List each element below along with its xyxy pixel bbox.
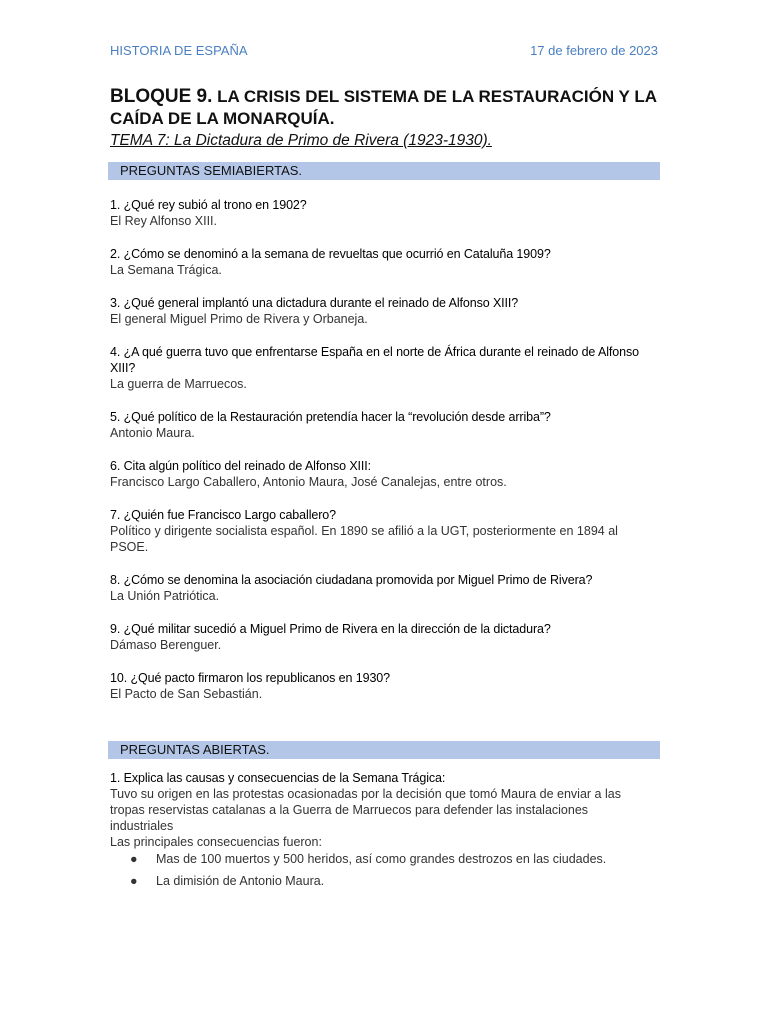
- qa-item-3: [110, 295, 640, 327]
- answer: Político y dirigente socialista español. En 1890 se afilió a la UGT, posteriormente en 1894 al PSOE.: [110, 524, 618, 554]
- qa-item-5: [110, 409, 640, 441]
- title-block: [110, 86, 660, 150]
- question: 2. ¿Cómo se denominó a la semana de revueltas que ocurrió en Cataluña 1909?: [110, 247, 551, 261]
- tema-title: TEMA 7: La Dictadura de Primo de Rivera (1923-1930).: [110, 132, 492, 149]
- qa-item-8: [110, 572, 640, 604]
- question: 1. ¿Qué rey subió al trono en 1902?: [110, 198, 307, 212]
- question: 5. ¿Qué político de la Restauración pretendía hacer la “revolución desde arriba”?: [110, 410, 551, 424]
- qa-item-7: [110, 507, 640, 555]
- bloque-title: [110, 86, 660, 130]
- section-heading-abiertas: PREGUNTAS ABIERTAS.: [108, 741, 660, 759]
- bullet-icon: ●: [130, 852, 138, 866]
- answer: La Semana Trágica.: [110, 263, 222, 277]
- header-subject: HISTORIA DE ESPAÑA: [110, 43, 248, 58]
- question: 1. Explica las causas y consecuencias de la Semana Trágica:: [110, 771, 446, 785]
- open-question-1: [110, 770, 640, 850]
- list-item: [130, 873, 650, 889]
- qa-item-9: [110, 621, 640, 653]
- answer: La guerra de Marruecos.: [110, 377, 247, 391]
- answer: La Unión Patriótica.: [110, 589, 220, 603]
- qa-item-10: [110, 670, 640, 702]
- question: 9. ¿Qué militar sucedió a Miguel Primo de Rivera en la dirección de la dictadura?: [110, 622, 551, 636]
- list-item: [130, 851, 650, 867]
- qa-item-4: [110, 344, 640, 392]
- answer: El Rey Alfonso XIII.: [110, 214, 217, 228]
- question: 6. Cita algún político del reinado de Alfonso XIII:: [110, 459, 372, 473]
- question: 4. ¿A qué guerra tuvo que enfrentarse España en el norte de África durante el reinado de Alfonso XIII?: [110, 345, 639, 375]
- header-date: 17 de febrero de 2023: [530, 43, 658, 58]
- qa-item-1: [110, 197, 640, 229]
- answer: El Pacto de San Sebastián.: [110, 687, 263, 701]
- qa-item-2: [110, 246, 640, 278]
- page-header: [110, 43, 658, 61]
- answer: El general Miguel Primo de Rivera y Orbaneja.: [110, 312, 368, 326]
- answer-paragraph: Tuvo su origen en las protestas ocasionadas por la decisión que tomó Maura de enviar a las tropas reservistas catalanas a la Guerra de Marruecos para defender las instalaciones industriales: [110, 787, 621, 833]
- answer: Francisco Largo Caballero, Antonio Maura, José Canalejas, entre otros.: [110, 475, 507, 489]
- qa-item-6: [110, 458, 640, 490]
- answer: Antonio Maura.: [110, 426, 195, 440]
- bullet-icon: ●: [130, 874, 138, 888]
- question: 7. ¿Quién fue Francisco Largo caballero?: [110, 508, 336, 522]
- bloque-heading: LA CRISIS DEL SISTEMA DE LA RESTAURACIÓN Y LA CAÍDA DE LA MONARQUÍA.: [110, 87, 657, 128]
- answer: Dámaso Berenguer.: [110, 638, 222, 652]
- question: 3. ¿Qué general implantó una dictadura durante el reinado de Alfonso XIII?: [110, 296, 519, 310]
- consequences-list: [130, 851, 650, 895]
- list-item-text: Mas de 100 muertos y 500 heridos, así como grandes destrozos en las ciudades.: [156, 852, 607, 866]
- question: 8. ¿Cómo se denomina la asociación ciudadana promovida por Miguel Primo de Rivera?: [110, 573, 593, 587]
- list-item-text: La dimisión de Antonio Maura.: [156, 874, 325, 888]
- answer-intro: Las principales consecuencias fueron:: [110, 835, 322, 849]
- question: 10. ¿Qué pacto firmaron los republicanos en 1930?: [110, 671, 390, 685]
- bloque-number: BLOQUE 9.: [110, 86, 213, 107]
- section-heading-semiabiertas: PREGUNTAS SEMIABIERTAS.: [108, 162, 660, 180]
